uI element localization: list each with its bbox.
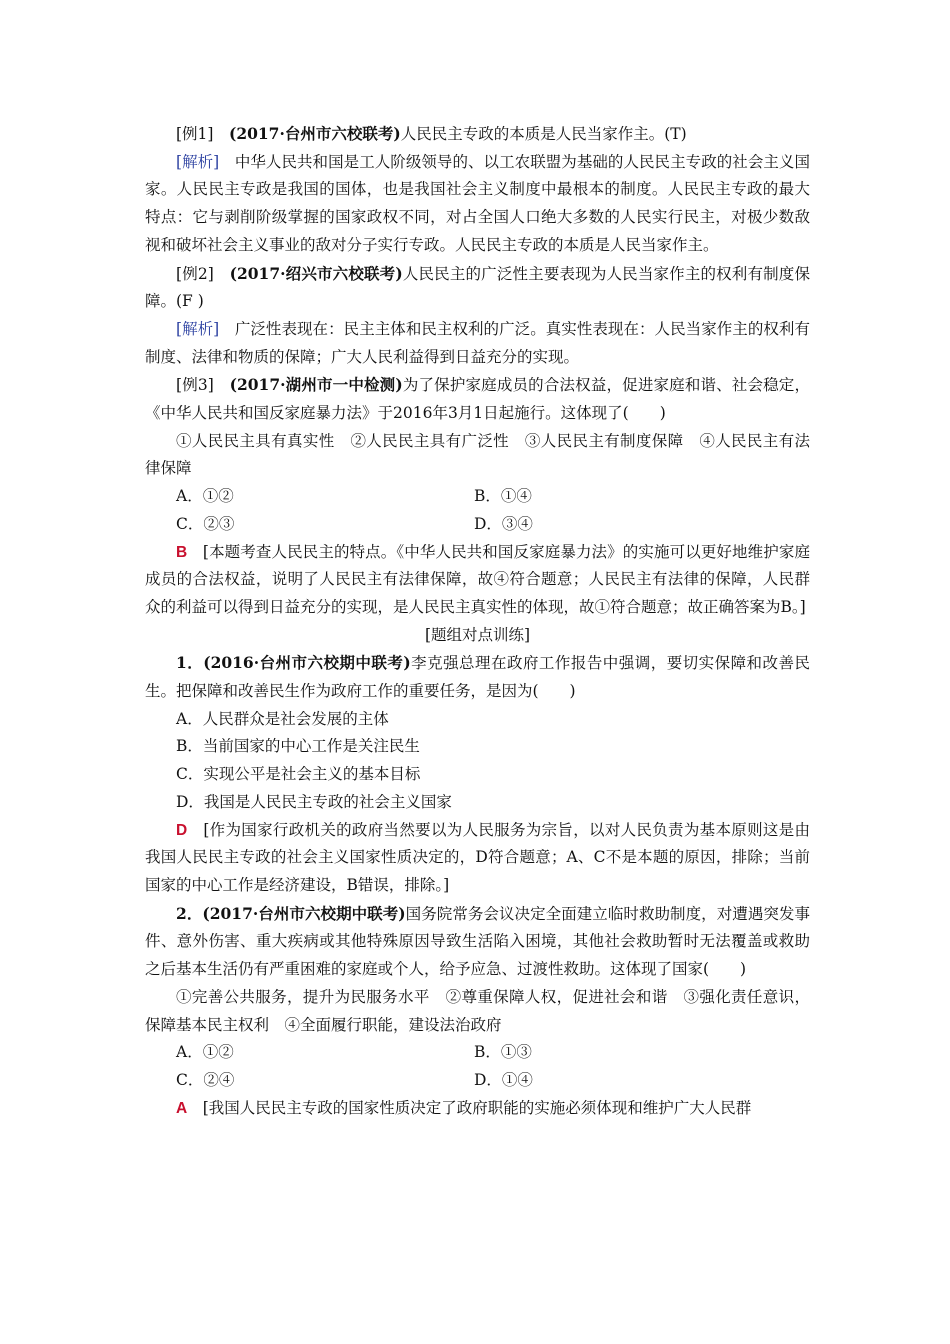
example-3-statements: ①人民民主具有真实性 ②人民民主具有广泛性 ③人民民主有制度保障 ④人民民主有法律保障 (145, 431, 810, 478)
options-row (145, 1039, 810, 1067)
analysis-text: 中华人民共和国是工人阶级领导的、以工农联盟为基础的人民民主专政的社会主义国家。人民民主专政是我国的国体，也是我国社会主义制度中最根本的制度。人民民主专政的最大特点：它与剥削阶级掌握的国家政权不同，对占全国人口绝大多数的人民实行民主，对极少数敌视和破坏社会主义事业的敌对分子实行专政。人民民主专政的本质是人民当家作主。 (145, 152, 810, 254)
answer-letter: D (176, 821, 188, 839)
question-text: 李克强总理在政府工作报告中强调，要切实保障和改善民生。把保障和改善民生作为政府工作的重要任务，是因为( ) (145, 654, 810, 701)
document-page (145, 120, 810, 1122)
options-row (145, 483, 810, 511)
answer-letter: A (176, 1099, 188, 1117)
source-label: (2016·台州市六校期中联考) (203, 653, 411, 673)
question-text: 国务院常务会议决定全面建立临时救助制度，对遭遇突发事件、意外伤害、重大疾病或其他特殊原因导致生活陷入困境，其他社会救助暂时无法覆盖或救助之后基本生活仍有严重困难的家庭或个人，给予应急、过渡性救助。这体现了国家( ) (145, 904, 810, 979)
example-1 (145, 120, 810, 149)
example-tag: [例2] (176, 264, 214, 283)
option-a: A．人民群众是社会发展的主体 (176, 709, 389, 728)
example-text: 人民民主的广泛性主要表现为人民当家作主的权利有制度保障。(F ) (145, 264, 810, 311)
question-2 (145, 900, 810, 984)
analysis-tag: [解析] (176, 152, 220, 171)
analysis-text: 广泛性表现在：民主主体和民主权利的广泛。真实性表现在：人民当家作主的权利有制度、法律和物质的保障；广大人民利益得到日益充分的实现。 (145, 319, 810, 366)
example-2-analysis (145, 316, 810, 371)
example-3-answer (145, 539, 810, 622)
question-1 (145, 649, 810, 705)
analysis-tag: [解析] (176, 319, 220, 338)
source-label: (2017·绍兴市六校联考) (229, 263, 403, 283)
question-1-answer (145, 817, 810, 900)
answer-letter: B (176, 543, 188, 561)
option-b: B．①④ (474, 487, 532, 506)
answer-explanation: [我国人民民主专政的国家性质决定了政府职能的实施必须体现和维护广大人民群 (202, 1098, 752, 1117)
answer-explanation: [本题考查人民民主的特点。《中华人民共和国反家庭暴力法》的实施可以更好地维护家庭成员的合法权益，说明了人民民主有法律保障，故④符合题意；人民民主有法律的保障，人民群众的利益可以得到日益充分的实现，是人民民主真实性的体现，故①符合题意；故正确答案为B。] (145, 542, 810, 616)
option-c: C．实现公平是社会主义的基本目标 (176, 765, 421, 784)
example-text: 人民民主专政的本质是人民当家作主。(T) (400, 125, 687, 143)
source-label: (2017·台州市六校联考) (228, 124, 401, 143)
question-number: 1． (176, 653, 204, 673)
option-d: D．我国是人民民主专政的社会主义国家 (176, 792, 452, 811)
option-a: A．①② (176, 487, 234, 506)
option-d: D．③④ (474, 514, 533, 533)
option-c: C．②③ (176, 514, 235, 533)
source-label: (2017·湖州市一中检测) (229, 375, 403, 395)
option-b: B．①③ (474, 1043, 532, 1062)
example-2 (145, 260, 810, 316)
option-d: D．①④ (474, 1070, 533, 1089)
answer-explanation: [作为国家行政机关的政府当然要以为人民服务为宗旨，以对人民负责为基本原则这是由我国人民民主专政的社会主义国家性质决定的，D符合题意；A、C不是本题的原因，排除；当前国家的中心工作是经济建设，B错误，排除。] (145, 820, 810, 894)
question-number: 2． (176, 903, 203, 923)
question-2-answer (145, 1095, 810, 1123)
section-title: [题组对点训练] (424, 625, 531, 644)
example-tag: [例1] (176, 125, 214, 143)
example-1-analysis (145, 149, 810, 260)
source-label: (2017·台州市六校期中联考) (202, 903, 406, 923)
question-2-statements: ①完善公共服务，提升为民服务水平 ②尊重保障人权，促进社会和谐 ③强化责任意识，保障基本民主权利 ④全面履行职能，建设法治政府 (145, 987, 810, 1034)
option-c: C．②④ (176, 1070, 235, 1089)
example-3 (145, 371, 810, 427)
option-b: B．当前国家的中心工作是关注民生 (176, 737, 420, 756)
options-row (145, 511, 810, 539)
option-a: A．①② (176, 1043, 234, 1062)
example-tag: [例3] (176, 376, 214, 395)
example-text: 为了保护家庭成员的合法权益，促进家庭和谐、社会稳定，《中华人民共和国反家庭暴力法》于2016年3月1日起施行。这体现了( ) (145, 376, 810, 423)
options-row (145, 1067, 810, 1095)
